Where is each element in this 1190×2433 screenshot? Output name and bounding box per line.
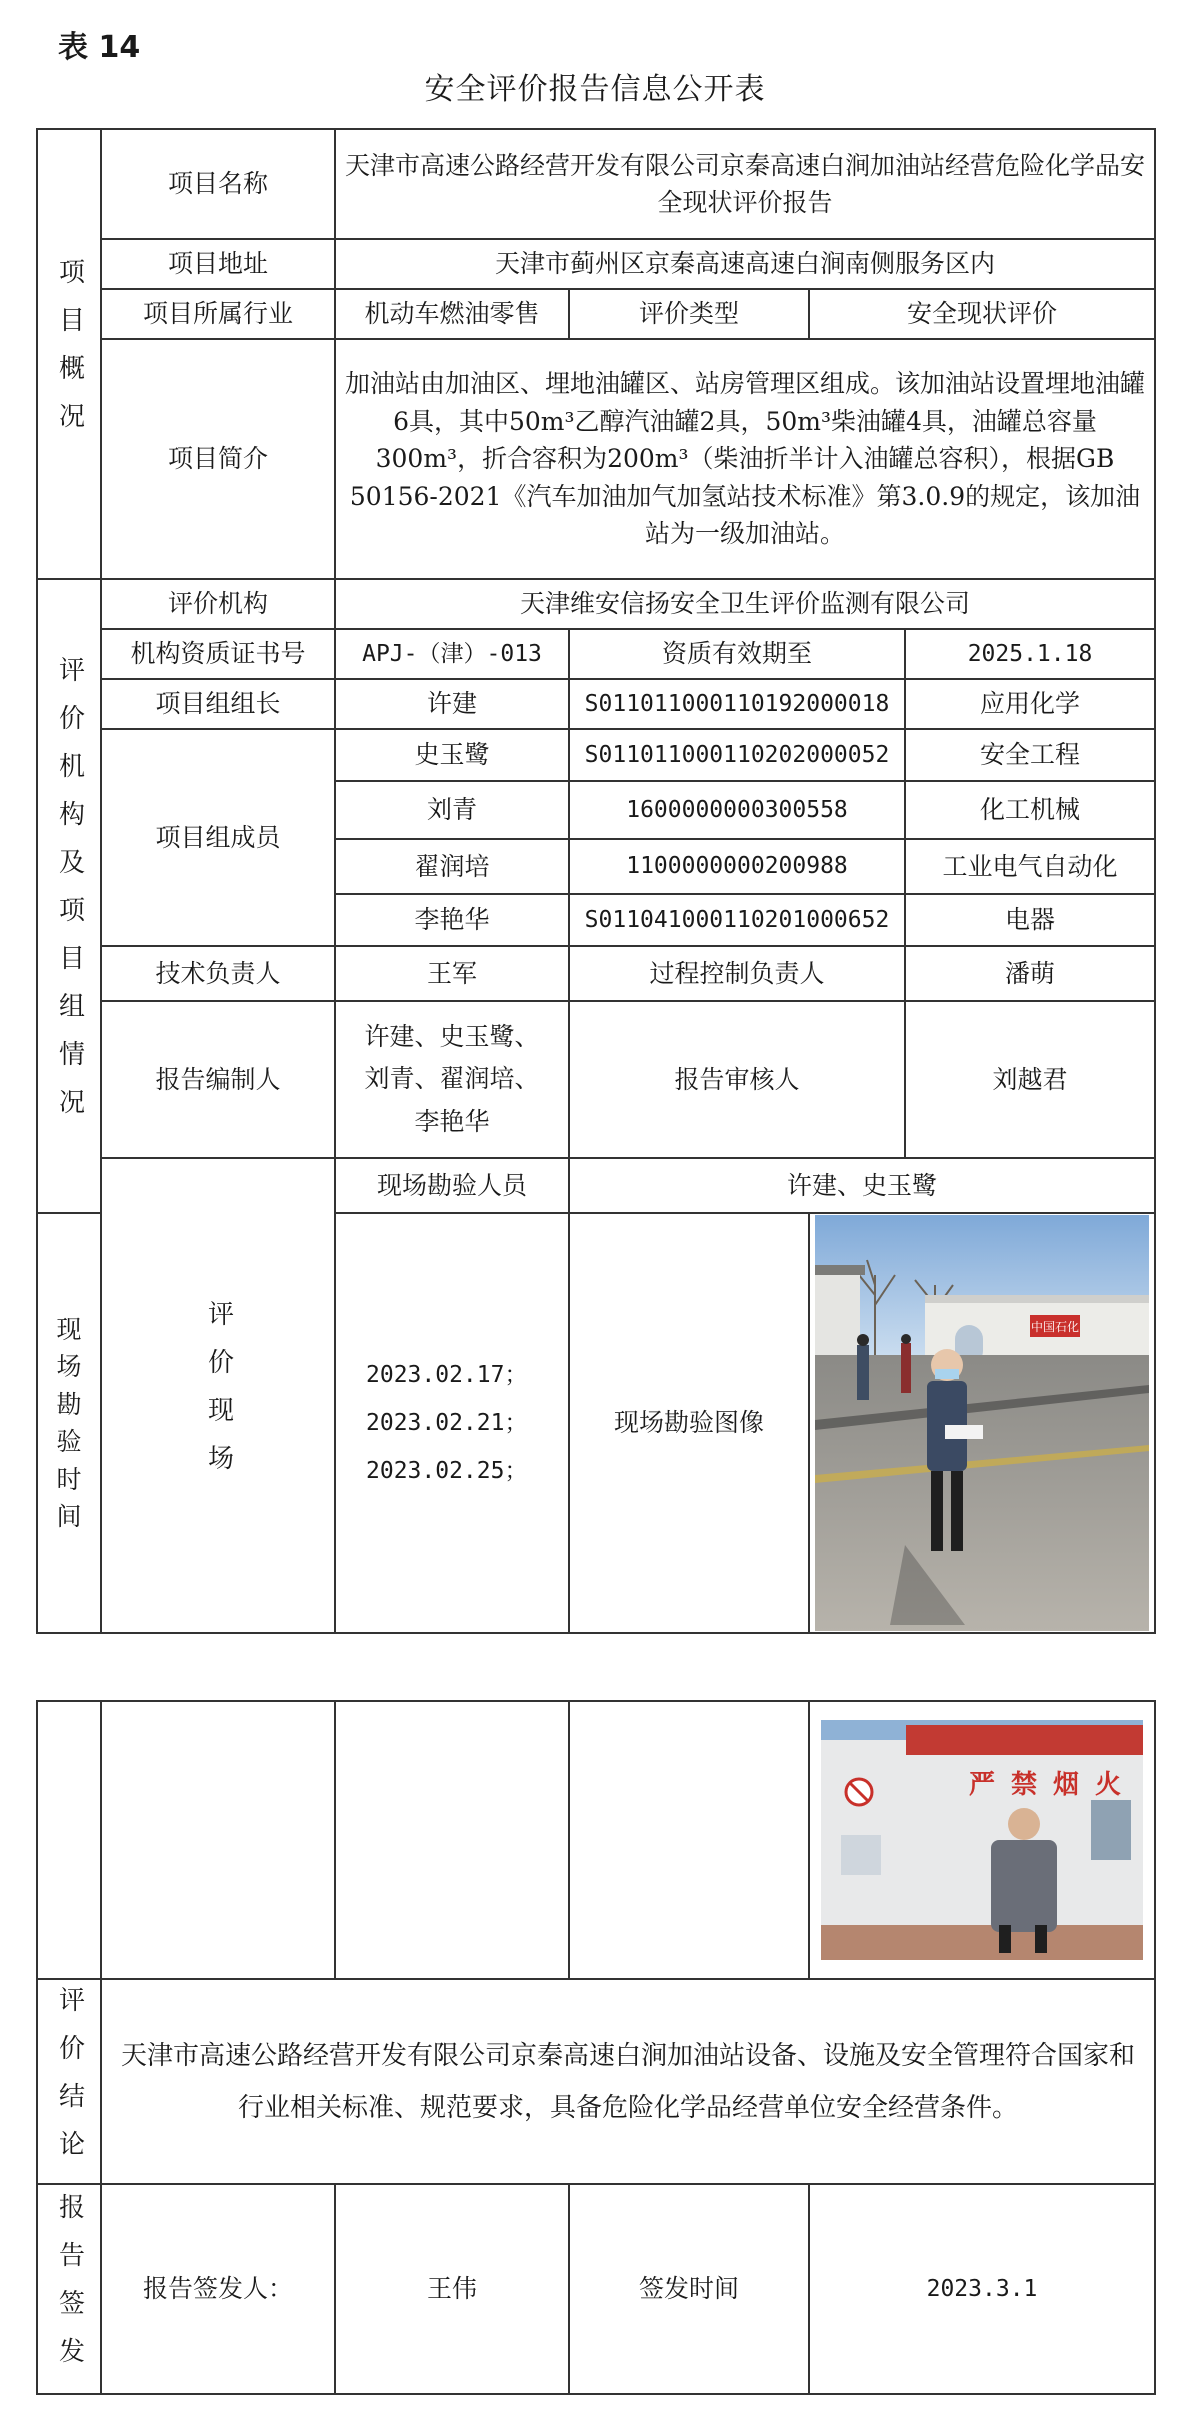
row-tech-lead bbox=[37, 946, 1155, 1001]
document-title: 安全评价报告信息公开表 bbox=[424, 72, 766, 107]
section-label-signoff: 报告签发 bbox=[37, 2184, 101, 2394]
signer-label: 报告签发人： bbox=[101, 2184, 335, 2394]
section-label-overview: 项目概况 bbox=[37, 129, 101, 579]
photo-sign-char: 火 bbox=[1095, 1770, 1122, 1800]
member-field: 电器 bbox=[905, 894, 1155, 946]
empty-cell bbox=[569, 1701, 809, 1979]
industry-value: 机动车燃油零售 bbox=[335, 289, 569, 339]
row-evaluation-agency bbox=[37, 579, 1155, 629]
empty-cell bbox=[101, 1701, 335, 1979]
photo-sign-char: 严 bbox=[969, 1770, 996, 1800]
sign-date-value: 2023.3.1 bbox=[809, 2184, 1155, 2394]
photo-sign-text: 中国石化 bbox=[1030, 1320, 1080, 1334]
member-field: 安全工程 bbox=[905, 729, 1155, 781]
member-cert: 1600000000300558 bbox=[569, 781, 905, 839]
agency-value: 天津维安信扬安全卫生评价监测有限公司 bbox=[335, 579, 1155, 629]
member-field: 化工机械 bbox=[905, 781, 1155, 839]
team-leader-label: 项目组组长 bbox=[101, 679, 335, 729]
photo-sign-char: 禁 bbox=[1011, 1770, 1038, 1800]
site-date: 2023.02.21； bbox=[366, 1409, 528, 1436]
signer-value: 王伟 bbox=[335, 2184, 569, 2394]
member-cert: 1100000000200988 bbox=[569, 839, 905, 894]
photo-sign-char: 烟 bbox=[1053, 1770, 1080, 1800]
agency-label: 评价机构 bbox=[101, 579, 335, 629]
project-intro-label: 项目简介 bbox=[101, 339, 335, 579]
table-row bbox=[37, 729, 1155, 781]
site-dates bbox=[335, 1213, 569, 1633]
site-photo-cell-2 bbox=[809, 1701, 1155, 1979]
team-leader-field: 应用化学 bbox=[905, 679, 1155, 729]
row-cert-number bbox=[37, 629, 1155, 679]
row-site-photo-continued bbox=[37, 1701, 1155, 1979]
row-team-leader bbox=[37, 679, 1155, 729]
process-control-value: 潘萌 bbox=[905, 946, 1155, 1001]
site-inspectors-label: 现场勘验人员 bbox=[335, 1158, 569, 1213]
cert-number-label: 机构资质证书号 bbox=[101, 629, 335, 679]
site-inspection-photo-1 bbox=[815, 1215, 1149, 1631]
member-field: 工业电气自动化 bbox=[905, 839, 1155, 894]
cert-number-value: APJ-（津）-013 bbox=[335, 629, 569, 679]
member-name: 刘青 bbox=[335, 781, 569, 839]
site-date: 2023.02.25； bbox=[366, 1458, 528, 1485]
author-line: 刘青、翟润培、 bbox=[364, 1064, 540, 1094]
evaluation-type-value: 安全现状评价 bbox=[809, 289, 1155, 339]
project-address-value: 天津市蓟州区京秦高速高速白涧南侧服务区内 bbox=[335, 239, 1155, 289]
team-leader-cert: S011011000110192000018 bbox=[569, 679, 905, 729]
team-leader-name: 许建 bbox=[335, 679, 569, 729]
project-address-label: 项目地址 bbox=[101, 239, 335, 289]
sign-date-label: 签发时间 bbox=[569, 2184, 809, 2394]
section-label-agency: 评价机构及项目组情况 bbox=[37, 579, 101, 1213]
valid-until-label: 资质有效期至 bbox=[569, 629, 905, 679]
row-project-name bbox=[37, 129, 1155, 239]
member-name: 翟润培 bbox=[335, 839, 569, 894]
site-inspectors-value: 许建、史玉鹭 bbox=[569, 1158, 1155, 1213]
member-cert: S011041000110201000652 bbox=[569, 894, 905, 946]
valid-until-value: 2025.1.18 bbox=[905, 629, 1155, 679]
row-project-address bbox=[37, 239, 1155, 289]
project-name-value: 天津市高速公路经营开发有限公司京秦高速白涧加油站经营危险化学品安全现状评价报告 bbox=[335, 129, 1155, 239]
row-site-inspectors bbox=[37, 1158, 1155, 1213]
member-cert: S011011000110202000052 bbox=[569, 729, 905, 781]
empty-cell bbox=[335, 1701, 569, 1979]
author-line: 李艳华 bbox=[414, 1106, 490, 1136]
member-name: 李艳华 bbox=[335, 894, 569, 946]
site-date: 2023.02.17； bbox=[366, 1361, 528, 1388]
tech-lead-value: 王军 bbox=[335, 946, 569, 1001]
report-reviewer-value: 刘越君 bbox=[905, 1001, 1155, 1158]
report-author-label: 报告编制人 bbox=[101, 1001, 335, 1158]
conclusion-text: 天津市高速公路经营开发有限公司京秦高速白涧加油站设备、设施及安全管理符合国家和行业相关标准、规范要求，具备危险化学品经营单位安全经营条件。 bbox=[101, 1979, 1155, 2184]
team-members-label: 项目组成员 bbox=[101, 729, 335, 946]
member-name: 史玉鹭 bbox=[335, 729, 569, 781]
row-project-intro bbox=[37, 339, 1155, 579]
site-time-label: 现场勘验时间 bbox=[37, 1213, 101, 1633]
site-image-label: 现场勘验图像 bbox=[569, 1213, 809, 1633]
empty-cell bbox=[37, 1701, 101, 1979]
evaluation-type-label: 评价类型 bbox=[569, 289, 809, 339]
info-table-continued bbox=[36, 1700, 1156, 2395]
row-project-industry bbox=[37, 289, 1155, 339]
industry-label: 项目所属行业 bbox=[101, 289, 335, 339]
process-control-label: 过程控制负责人 bbox=[569, 946, 905, 1001]
report-reviewer-label: 报告审核人 bbox=[569, 1001, 905, 1158]
project-intro-value: 加油站由加油区、埋地油罐区、站房管理区组成。该加油站设置埋地油罐6具，其中50m³乙醇汽油罐2具，50m³柴油罐4具，油罐总容量300m³，折合容积为200m³（柴油折半计入油罐总容积），根据GB 50156-2021《汽车加油加气加氢站技术标准》第3.0.9的规定，该加油站为一级加油站。 bbox=[335, 339, 1155, 579]
info-table bbox=[36, 128, 1156, 1634]
table-number-label: 表 14 bbox=[58, 30, 141, 65]
row-report-author bbox=[37, 1001, 1155, 1158]
section-label-site: 评价现场 bbox=[101, 1158, 335, 1633]
author-line: 许建、史玉鹭、 bbox=[364, 1021, 540, 1051]
project-name-label: 项目名称 bbox=[101, 129, 335, 239]
row-signoff bbox=[37, 2184, 1155, 2394]
site-photo-cell bbox=[809, 1213, 1155, 1633]
section-label-conclusion: 评价结论 bbox=[37, 1979, 101, 2184]
tech-lead-label: 技术负责人 bbox=[101, 946, 335, 1001]
row-conclusion bbox=[37, 1979, 1155, 2184]
report-author-value bbox=[335, 1001, 569, 1158]
site-inspection-photo-2 bbox=[821, 1720, 1143, 1960]
